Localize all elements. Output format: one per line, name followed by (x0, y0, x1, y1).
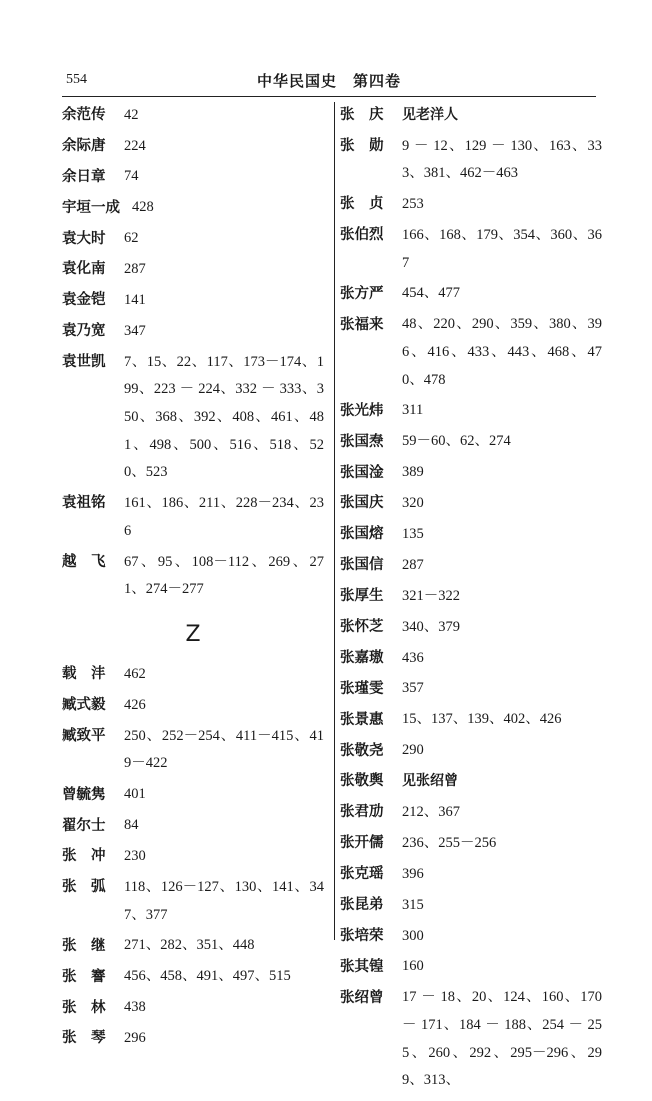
entry-name: 余范传 (62, 107, 106, 123)
index-entry (62, 493, 324, 545)
entry-pages: 300 (402, 927, 424, 944)
entry-name: 张昆弟 (340, 896, 384, 913)
entry-name: 张国焘 (340, 433, 384, 450)
entry-pages: 15、137、139、402、426 (402, 711, 562, 728)
entry-pages: 462 (124, 666, 146, 683)
entry-name: 余际唐 (62, 137, 106, 154)
index-entry (340, 524, 602, 548)
cross-reference: 见老洋人 (402, 106, 458, 123)
entry-name: 袁金铠 (62, 292, 106, 309)
entry-name: 张 勋 (340, 137, 384, 154)
entry-pages: 62 (124, 230, 139, 247)
entry-name: 袁乃宽 (62, 323, 106, 340)
entry-name: 张 弧 (62, 879, 106, 896)
entry-name: 张培荣 (340, 927, 384, 944)
entry-name: 张 贞 (340, 196, 384, 213)
index-entry (340, 432, 602, 456)
entry-name: 袁世凯 (62, 354, 106, 371)
entry-pages: 160 (402, 958, 424, 975)
entry-name: 张君劢 (340, 804, 384, 821)
entry-pages: 230 (124, 848, 146, 865)
entry-pages: 74 (124, 168, 139, 185)
index-entry (62, 552, 324, 604)
entry-name: 曾毓隽 (62, 786, 106, 803)
index-entry (340, 225, 602, 277)
column-divider (334, 102, 335, 940)
index-entry (62, 664, 324, 688)
entry-name: 张嘉璈 (340, 649, 384, 666)
index-entry (340, 771, 602, 795)
entry-name: 臧致平 (62, 728, 106, 745)
running-title: 中华民国史 第四卷 (256, 72, 401, 90)
entry-pages: 287 (402, 556, 424, 573)
entry-pages: 340、379 (402, 618, 460, 635)
index-entry (340, 586, 602, 610)
index-entry (62, 1028, 324, 1052)
entry-name: 张厚生 (340, 588, 384, 605)
index-entry (62, 816, 324, 840)
index-entry (62, 726, 324, 778)
entry-name: 张伯烈 (340, 227, 384, 244)
entry-pages: 321－322 (402, 587, 460, 604)
index-entry (340, 895, 602, 919)
entry-pages: 9 － 12、129 － 130、163、333、381、462－463 (402, 137, 602, 182)
entry-name: 张 琴 (62, 1030, 106, 1047)
index-entry (340, 710, 602, 734)
entry-name: 张瑾雯 (340, 680, 384, 697)
entry-pages: 315 (402, 896, 424, 913)
index-entry (340, 555, 602, 579)
index-entry (340, 136, 602, 188)
entry-name: 张国熔 (340, 526, 384, 543)
page-header (62, 62, 596, 96)
entry-pages: 426 (124, 696, 146, 713)
index-entry (62, 785, 324, 809)
entry-name: 袁化南 (62, 261, 106, 278)
index-entry (62, 290, 324, 314)
entry-name: 张光炜 (340, 402, 384, 419)
entry-pages: 456、458、491、497、515 (124, 968, 291, 985)
index-entry (62, 846, 324, 870)
entry-pages: 135 (402, 525, 424, 542)
index-entry (340, 401, 602, 425)
entry-pages: 296 (124, 1030, 146, 1047)
entry-name: 张 謇 (62, 968, 106, 985)
entry-name: 越 飞 (62, 553, 106, 570)
entry-pages: 118、126－127、130、141、347、377 (124, 879, 324, 923)
entry-pages: 357 (402, 680, 424, 697)
entry-pages: 428 (132, 199, 154, 216)
entry-name: 张 继 (62, 937, 106, 954)
entry-name: 张克瑶 (340, 866, 384, 883)
entry-pages: 141 (124, 292, 146, 309)
entry-name: 张绍曾 (340, 989, 384, 1006)
entry-name: 张开儒 (340, 835, 384, 852)
entry-name: 张方严 (340, 285, 384, 302)
index-entry (340, 741, 602, 765)
entry-pages: 84 (124, 817, 139, 834)
index-entry (340, 617, 602, 641)
entry-name: 袁祖铭 (62, 495, 106, 512)
entry-name: 张 庆 (340, 107, 384, 123)
index-entry (340, 194, 602, 218)
entry-name: 张福来 (340, 316, 384, 333)
entry-name: 张国庆 (340, 495, 384, 512)
index-entry (62, 998, 324, 1022)
entry-pages: 42 (124, 106, 139, 123)
index-entry (340, 864, 602, 888)
entry-pages: 389 (402, 464, 424, 481)
entry-name: 张 林 (62, 999, 106, 1016)
index-entry (340, 926, 602, 950)
cross-reference: 见张绍曾 (402, 773, 458, 790)
entry-pages: 161、186、211、228－234、236 (124, 495, 324, 539)
entry-name: 张国淦 (340, 464, 384, 481)
index-entry (340, 315, 602, 394)
entry-pages: 320 (402, 495, 424, 512)
entry-name: 余日章 (62, 168, 106, 185)
entry-pages: 224 (124, 137, 146, 154)
entry-name: 张怀芝 (340, 618, 384, 635)
index-entry (62, 321, 324, 345)
entry-pages: 59－60、62、274 (402, 433, 511, 450)
right-column (340, 105, 602, 1101)
index-entry (340, 679, 602, 703)
page-number: 554 (66, 72, 87, 87)
entry-pages: 347 (124, 322, 146, 339)
index-entry (340, 802, 602, 826)
entry-name: 宇垣一成 (62, 199, 120, 216)
entry-name: 张景惠 (340, 711, 384, 728)
entry-pages: 401 (124, 786, 146, 803)
entry-pages: 253 (402, 196, 424, 213)
left-column (62, 105, 324, 1059)
entry-pages: 166、168、179、354、360、367 (402, 226, 602, 271)
header-rule (62, 96, 596, 97)
entry-name: 翟尔士 (62, 817, 106, 834)
entry-pages: 287 (124, 261, 146, 278)
index-entry (62, 105, 324, 129)
entry-pages: 236、255－256 (402, 834, 497, 851)
entry-name: 载 沣 (62, 666, 106, 683)
entry-pages: 48、220、290、359、380、396、416、433、443、468、470、478 (402, 316, 602, 388)
entry-name: 张敬尧 (340, 742, 384, 759)
entry-name: 臧式毅 (62, 697, 106, 714)
index-entry (340, 493, 602, 517)
entry-pages: 212、367 (402, 804, 460, 820)
entry-name: 张敬舆 (340, 773, 384, 790)
index-entry (340, 105, 602, 129)
index-entry (62, 259, 324, 283)
entry-name: 张 冲 (62, 848, 106, 865)
entry-pages: 396 (402, 865, 424, 882)
entry-pages: 7、15、22、117、173－174、199、223 － 224、332 － 333、350、368、392、408、461、481、498、500、516、518、520、523 (124, 353, 324, 481)
entry-name: 袁大时 (62, 230, 106, 247)
index-entry (340, 833, 602, 857)
index-entry (62, 967, 324, 991)
index-entry (340, 988, 602, 1095)
index-entry (62, 877, 324, 929)
index-entry (62, 229, 324, 253)
index-entry (62, 936, 324, 960)
index-entry (62, 198, 324, 222)
entry-pages: 436 (402, 649, 424, 666)
entry-pages: 438 (124, 999, 146, 1016)
index-entry (62, 695, 324, 719)
entry-pages: 454、477 (402, 285, 460, 302)
index-entry (340, 957, 602, 981)
entry-pages: 250、252－254、411－415、419－422 (124, 727, 324, 772)
entry-pages: 67、95、108－112、269、271、274－277 (124, 553, 324, 598)
entry-pages: 271、282、351、448 (124, 937, 255, 954)
entry-name: 张国信 (340, 557, 384, 574)
index-entry (62, 167, 324, 191)
section-letter: Z (185, 622, 201, 648)
index-entry (62, 352, 324, 487)
entry-pages: 17 － 18、20、124、160、170 － 171、184 － 188、254 － 255、260、292、295－296、299、313、 (402, 989, 602, 1089)
index-entry (62, 136, 324, 160)
entry-pages: 311 (402, 402, 424, 419)
index-entry (340, 284, 602, 308)
index-entry (340, 648, 602, 672)
entry-name: 张其锽 (340, 958, 384, 975)
index-entry (340, 463, 602, 487)
entry-pages: 290 (402, 742, 424, 759)
